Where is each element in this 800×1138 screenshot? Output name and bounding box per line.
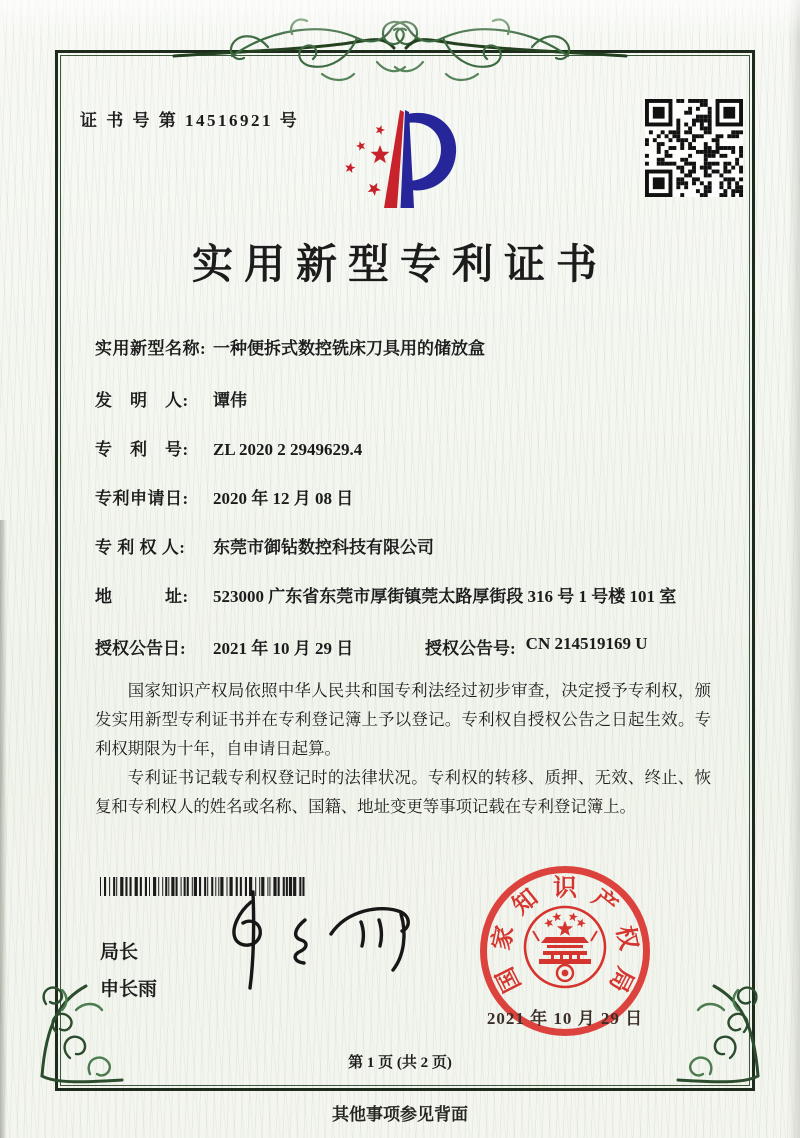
certificate-title: 实用新型专利证书 — [192, 241, 608, 287]
field-value: 东莞市御钻数控科技有限公司 — [213, 538, 434, 557]
back-side-note: 其他事项参见背面 — [332, 1105, 468, 1124]
field-grant-date — [95, 634, 425, 659]
seal-arc-char: 国 — [492, 962, 527, 996]
field-patent-number — [95, 437, 707, 463]
legal-paragraph: 国家知识产权局依照中华人民共和国专利法经过初步审查，决定授予专利权，颁发实用新型专利证书并在专利登记簿上予以登记。专利权自授权公告之日起生效。专利权期限为十年，自申请日起算。 — [95, 681, 711, 758]
signer-title: 局长 — [100, 942, 139, 963]
page-indicator: 第 1 页 (共 2 页) — [348, 1055, 452, 1071]
field-label: 实用新型名称: — [95, 339, 207, 358]
seal-arc-char: 局 — [603, 962, 638, 996]
field-grant-row — [95, 634, 735, 659]
signer-name: 申长雨 — [100, 979, 158, 1000]
field-label: 地 址: — [95, 587, 189, 606]
photo-edge-highlight — [0, 0, 800, 38]
field-address — [95, 584, 707, 610]
field-grant-number — [425, 634, 648, 659]
seal-date: 2021 年 10 月 29 日 — [486, 1009, 644, 1028]
national-emblem-icon — [520, 902, 610, 992]
field-patentee — [95, 535, 707, 561]
field-utility-model-name — [95, 336, 707, 362]
field-value: CN 214519169 U — [525, 634, 648, 653]
photo-edge-shadow — [0, 520, 7, 1138]
field-label: 授权公告号: — [425, 639, 516, 658]
photo-edge-shadow — [788, 0, 800, 1138]
field-value: 523000 广东省东莞市厚街镇莞太路厚街段 316 号 1 号楼 101 室 — [213, 587, 677, 606]
signature-icon — [195, 880, 433, 1000]
field-value: 谭伟 — [213, 391, 247, 410]
field-label: 发 明 人: — [95, 391, 189, 410]
seal-arc-char: 知 — [508, 884, 544, 921]
field-label: 专 利 号: — [95, 440, 189, 459]
field-value: 2020 年 12 月 08 日 — [213, 489, 354, 508]
field-label: 专 利 权 人: — [95, 538, 186, 557]
seal-arc-char: 家 — [488, 923, 520, 953]
qr-code-icon — [645, 99, 743, 197]
field-label: 专利申请日: — [95, 489, 189, 508]
field-label: 授权公告日: — [95, 639, 186, 658]
seal-arc-char: 产 — [586, 884, 622, 921]
field-inventor — [95, 388, 707, 414]
legal-paragraph: 专利证书记载专利权登记时的法律状况。专利权的转移、质押、无效、终止、恢复和专利权人的姓名或名称、国籍、地址变更等事项记载在专利登记簿上。 — [95, 768, 711, 816]
field-value: 2021 年 10 月 29 日 — [213, 639, 354, 658]
seal-arc-char: 识 — [553, 875, 577, 902]
field-application-date — [95, 486, 707, 512]
signer-block — [100, 934, 157, 1008]
seal-arc-char: 权 — [610, 923, 642, 953]
cnipa-logo-icon — [334, 90, 466, 218]
official-seal — [472, 858, 658, 1044]
field-value: 一种便拆式数控铣床刀具用的储放盒 — [213, 339, 485, 358]
legal-text — [95, 676, 711, 821]
field-value: ZL 2020 2 2949629.4 — [213, 440, 363, 459]
certificate-number: 证 书 号 第 14516921 号 — [80, 111, 300, 130]
